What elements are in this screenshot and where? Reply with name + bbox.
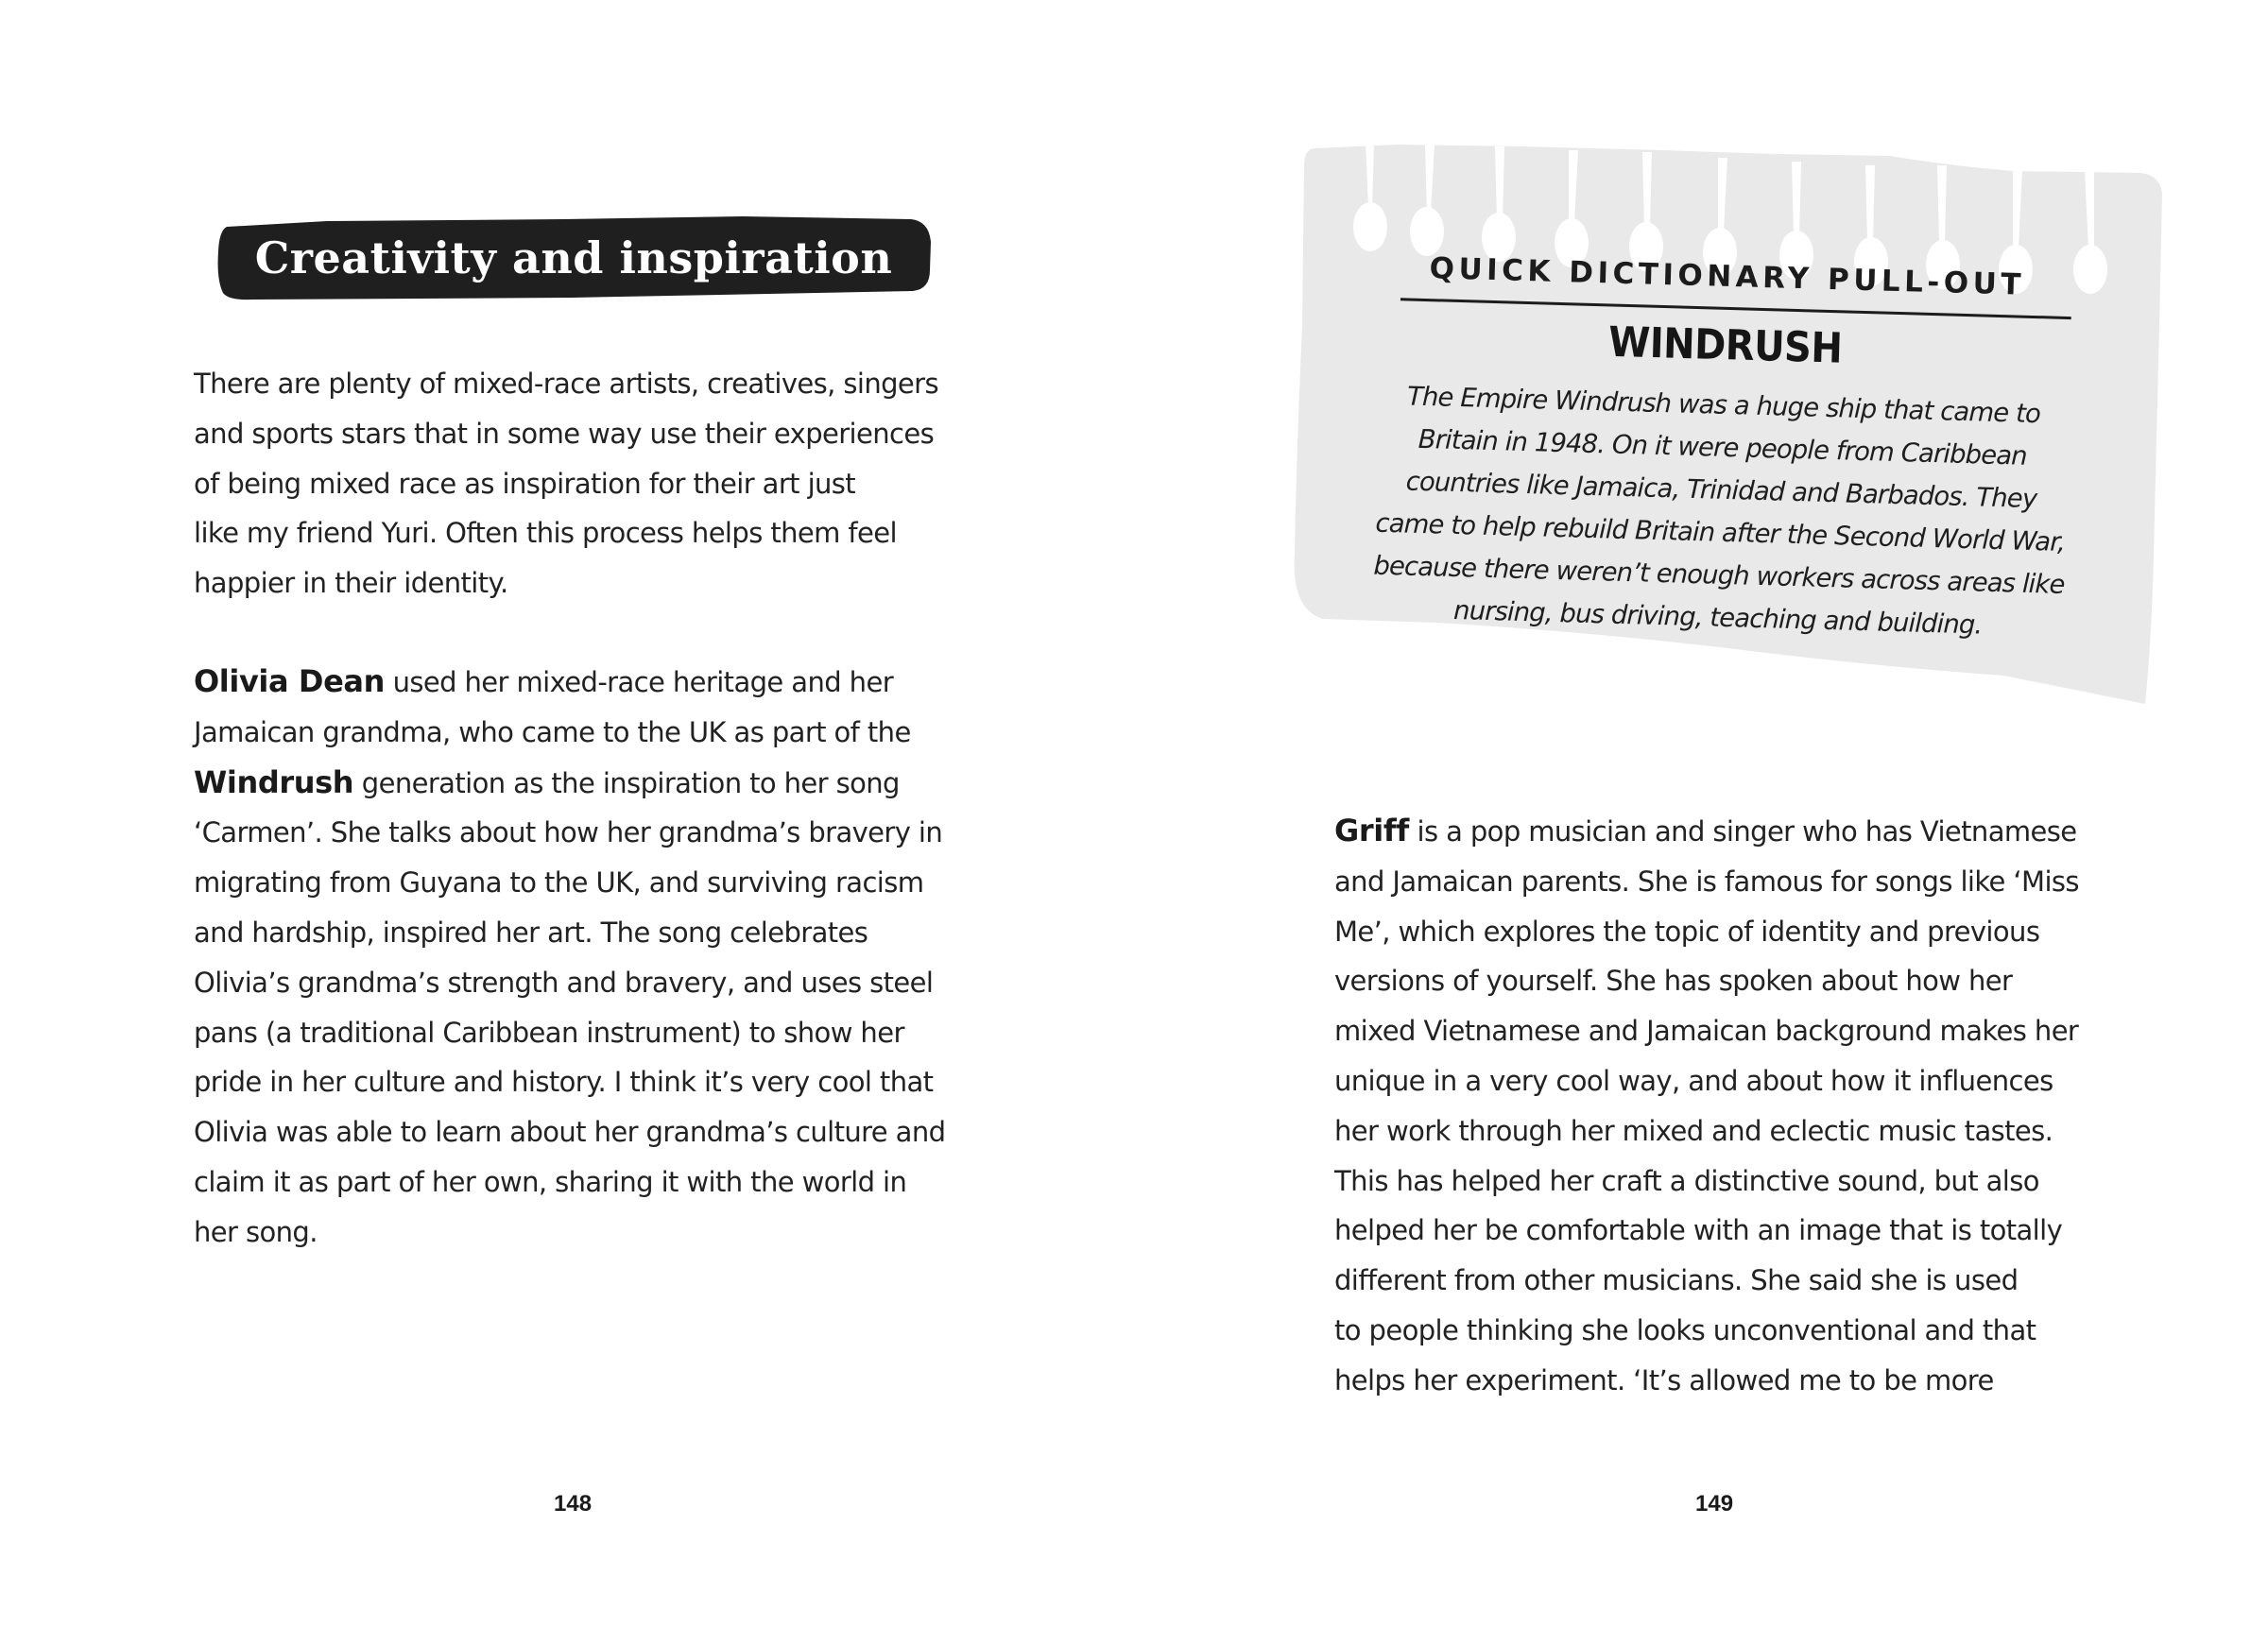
text-line: to people thinking she looks unconventional and that xyxy=(1334,1313,2036,1346)
page-heading: Creativity and inspiration xyxy=(254,232,893,283)
text-line xyxy=(1334,806,2109,857)
text-line: and hardship, inspired her art. The song celebrates xyxy=(194,916,868,949)
olivia-dean-paragraph xyxy=(194,657,969,1258)
pull-out-label: QUICK DICTIONARY PULL-OUT xyxy=(1429,251,2026,302)
text-line: of being mixed race as inspiration for their art just xyxy=(194,467,856,500)
griff-paragraph xyxy=(1334,806,2109,1406)
text-fragment: was a huge ship that came to xyxy=(1670,388,2041,430)
page-number-right: 149 xyxy=(1695,1491,1734,1516)
text-fragment: The xyxy=(1406,381,1461,414)
text-line: versions of yourself. She has spoken about how her xyxy=(1334,965,2013,998)
text-line: ‘Carmen’. She talks about how her grandma’s bravery in xyxy=(194,816,943,849)
text-line: pride in her culture and history. I think it’s very cool that xyxy=(194,1066,934,1099)
text-line: mixed Vietnamese and Jamaican background makes her xyxy=(1334,1015,2079,1048)
text-line: and Jamaican parents. She is famous for songs like ‘Miss xyxy=(1334,865,2079,898)
text-line: different from other musicians. She said she is used xyxy=(1334,1264,2019,1297)
text-line: Jamaican grandma, who came to the UK as part of the xyxy=(194,715,911,748)
definition-line: because there weren’t enough workers across areas like xyxy=(1373,550,2065,600)
artist-name-griff: Griff xyxy=(1334,813,1409,848)
page-number-left: 148 xyxy=(554,1491,593,1516)
dictionary-definition xyxy=(1344,374,2097,650)
text-line: Me’, which explores the topic of identity and previous xyxy=(1334,915,2040,948)
text-line: helps her experiment. ‘It’s allowed me to be more xyxy=(1334,1363,1994,1397)
text-line xyxy=(194,758,969,809)
definition-line: came to help rebuild Britain after the Second World War, xyxy=(1375,507,2066,557)
text-line: and sports stars that in some way use their experiences xyxy=(194,417,935,450)
intro-paragraph xyxy=(194,359,969,608)
definition-line: nursing, bus driving, teaching and building. xyxy=(1452,594,1983,641)
text-line: happier in their identity. xyxy=(194,567,508,600)
dictionary-term: WINDRUSH xyxy=(1607,318,1844,373)
note-content xyxy=(1276,125,2180,735)
text-line xyxy=(194,657,969,708)
text-line: her work through her mixed and eclectic music tastes. xyxy=(1334,1114,2053,1147)
text-fragment: used her mixed-race heritage and her xyxy=(384,666,894,698)
definition-line: Britain in 1948. On it were people from Caribbean xyxy=(1418,423,2028,471)
glossary-term-windrush: Windrush xyxy=(194,763,354,800)
text-line: Olivia was able to learn about her grandma’s culture and xyxy=(194,1116,946,1149)
text-line: her song. xyxy=(194,1215,318,1248)
text-line: claim it as part of her own, sharing it with the world in xyxy=(194,1165,907,1198)
text-fragment: is a pop musician and singer who has Vietnamese xyxy=(1408,815,2077,848)
text-line: migrating from Guyana to the UK, and surviving racism xyxy=(194,866,924,900)
text-fragment: generation as the inspiration to her song xyxy=(353,766,900,799)
text-line: unique in a very cool way, and about how it influences xyxy=(1334,1064,2053,1097)
text-line: There are plenty of mixed-race artists, creatives, singers xyxy=(194,368,938,400)
text-line: pans (a traditional Caribbean instrument) to show her xyxy=(194,1016,904,1049)
dictionary-pull-out-note xyxy=(1285,137,2174,723)
ship-name: Empire Windrush xyxy=(1459,383,1672,420)
section-heading-banner xyxy=(214,214,934,302)
definition-line: countries like Jamaica, Trinidad and Barbados. They xyxy=(1405,466,2037,515)
text-line: Olivia’s grandma’s strength and bravery, and uses steel xyxy=(194,966,934,999)
artist-name-olivia-dean: Olivia Dean xyxy=(194,663,385,699)
text-line: helped her be comfortable with an image that is totally xyxy=(1334,1214,2063,1247)
text-line: like my friend Yuri. Often this process helps them feel xyxy=(194,517,897,550)
text-line: This has helped her craft a distinctive sound, but also xyxy=(1334,1164,2039,1197)
